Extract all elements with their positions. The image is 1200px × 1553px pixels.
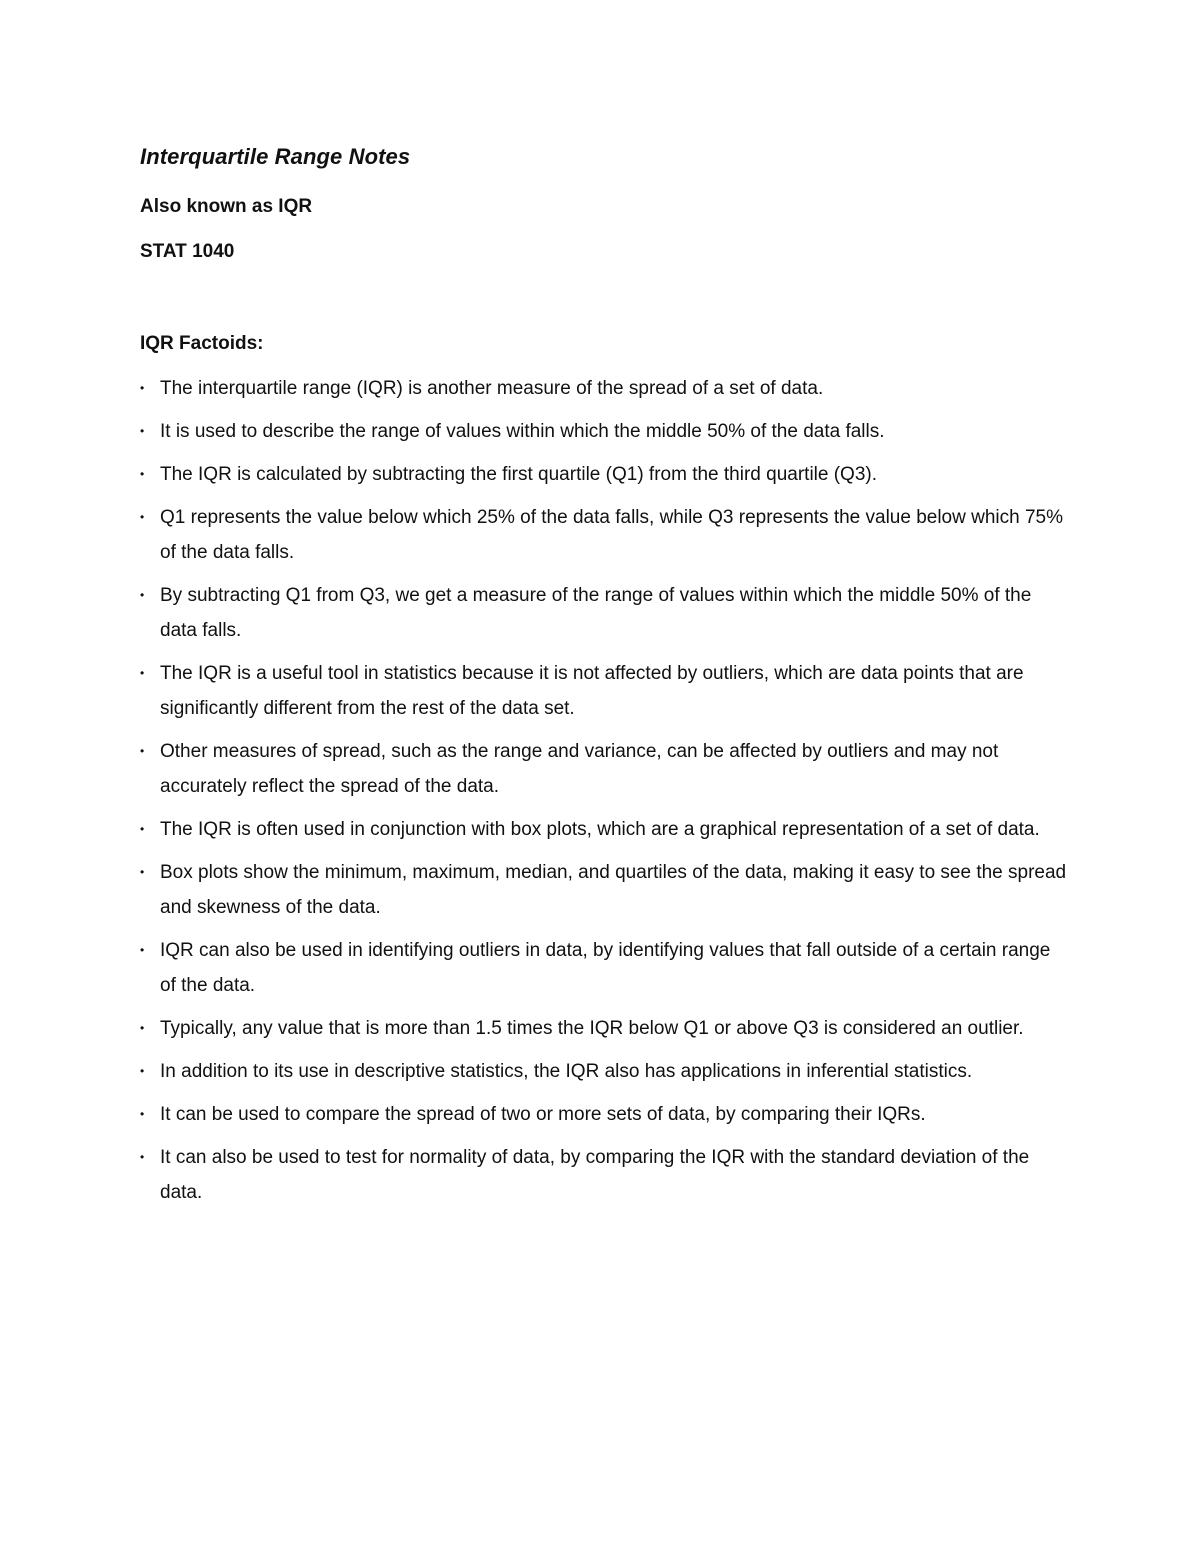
factoid-text: In addition to its use in descriptive statistics, the IQR also has applications in inferential statistics. — [160, 1061, 973, 1082]
bullet-icon: • — [140, 588, 145, 602]
bullet-icon: • — [140, 1150, 145, 1164]
factoid-text: It can also be used to test for normality of data, by comparing the IQR with the standard deviation of the data. — [160, 1147, 1030, 1203]
bullet-icon: • — [140, 1064, 145, 1078]
course-code: STAT 1040 — [140, 241, 235, 262]
bullet-icon: • — [140, 744, 145, 758]
list-item — [140, 656, 1070, 726]
bullet-icon: • — [140, 381, 145, 395]
factoid-text: The IQR is calculated by subtracting the first quartile (Q1) from the third quartile (Q3). — [160, 464, 878, 485]
bullet-icon: • — [140, 424, 145, 438]
list-item — [140, 371, 1070, 406]
factoid-text: IQR can also be used in identifying outliers in data, by identifying values that fall outside of a certain range of the data. — [160, 940, 1051, 996]
bullet-icon: • — [140, 865, 145, 879]
factoid-text: It can be used to compare the spread of two or more sets of data, by comparing their IQRs. — [160, 1104, 926, 1125]
factoid-text: The IQR is often used in conjunction with box plots, which are a graphical representation of a set of data. — [160, 819, 1040, 840]
bullet-icon: • — [140, 510, 145, 524]
factoid-text: Box plots show the minimum, maximum, median, and quartiles of the data, making it easy to see the spread and skewness of the data. — [160, 862, 1067, 918]
bullet-icon: • — [140, 822, 145, 836]
factoid-text: Typically, any value that is more than 1.5 times the IQR below Q1 or above Q3 is considered an outlier. — [160, 1018, 1024, 1039]
list-item — [140, 414, 1070, 449]
list-item — [140, 1140, 1070, 1210]
bullet-icon: • — [140, 467, 145, 481]
list-item — [140, 734, 1070, 804]
list-item — [140, 812, 1070, 847]
section-heading: IQR Factoids: — [140, 333, 264, 354]
list-item — [140, 500, 1070, 570]
factoid-text: The IQR is a useful tool in statistics because it is not affected by outliers, which are data points that are significantly different from the rest of the data set. — [160, 663, 1024, 719]
factoid-list — [140, 371, 1070, 1218]
list-item — [140, 855, 1070, 925]
list-item — [140, 1097, 1070, 1132]
factoid-text: Q1 represents the value below which 25% of the data falls, while Q3 represents the value below which 75% of the data falls. — [160, 507, 1064, 563]
list-item — [140, 578, 1070, 648]
list-item — [140, 1054, 1070, 1089]
factoid-text: The interquartile range (IQR) is another measure of the spread of a set of data. — [160, 378, 824, 399]
bullet-icon: • — [140, 1107, 145, 1121]
list-item — [140, 933, 1070, 1003]
list-item — [140, 457, 1070, 492]
factoid-text: It is used to describe the range of values within which the middle 50% of the data falls. — [160, 421, 885, 442]
list-item — [140, 1011, 1070, 1046]
factoid-text: By subtracting Q1 from Q3, we get a measure of the range of values within which the middle 50% of the data falls. — [160, 585, 1032, 641]
bullet-icon: • — [140, 1021, 145, 1035]
document-subtitle: Also known as IQR — [140, 196, 313, 217]
bullet-icon: • — [140, 943, 145, 957]
factoid-text: Other measures of spread, such as the range and variance, can be affected by outliers and may not accurately reflect the spread of the data. — [160, 741, 999, 797]
document-title: Interquartile Range Notes — [140, 144, 411, 169]
bullet-icon: • — [140, 666, 145, 680]
